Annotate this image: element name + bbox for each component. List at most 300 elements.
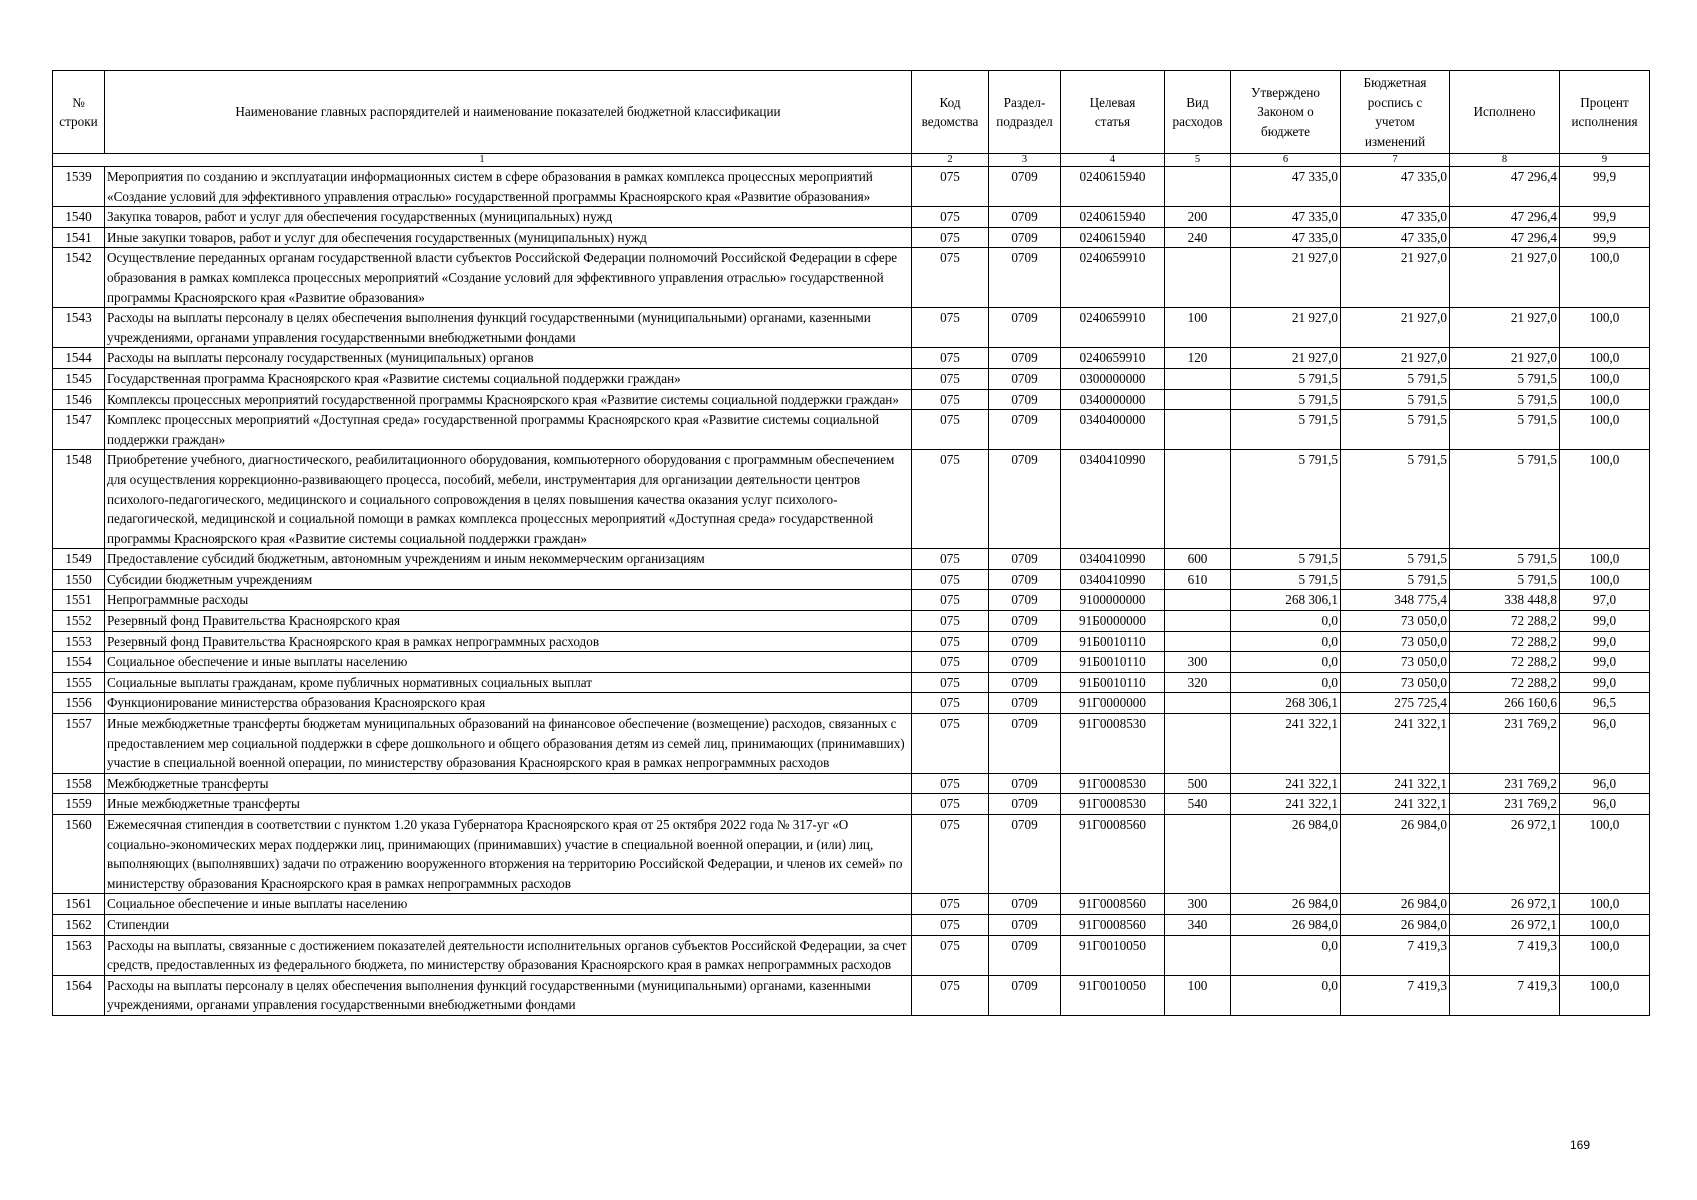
section-cell: 0709	[989, 590, 1061, 611]
dept-code-cell: 075	[912, 935, 989, 975]
execution-percent-cell: 96,0	[1560, 794, 1650, 815]
execution-percent-cell: 100,0	[1560, 975, 1650, 1015]
expense-type-cell	[1165, 631, 1231, 652]
table-row	[53, 207, 1650, 228]
expense-type-cell: 300	[1165, 652, 1231, 673]
target-article-cell: 91Г0008560	[1061, 815, 1165, 894]
section-cell: 0709	[989, 693, 1061, 714]
target-article-cell: 91Г0008560	[1061, 894, 1165, 915]
budget-execution-table	[52, 70, 1650, 1016]
header-name: Наименование главных распорядителей и наименование показателей бюджетной классификации	[105, 71, 912, 154]
executed-amount-cell: 231 769,2	[1450, 773, 1560, 794]
execution-percent-cell: 100,0	[1560, 569, 1650, 590]
target-article-cell: 91Г0010050	[1061, 935, 1165, 975]
target-article-cell: 91Г0008530	[1061, 794, 1165, 815]
approved-amount-cell: 47 335,0	[1231, 207, 1341, 228]
dept-code-cell: 075	[912, 308, 989, 348]
indicator-name-cell: Иные закупки товаров, работ и услуг для обеспечения государственных (муниципальных) нужд	[105, 227, 912, 248]
target-article-cell: 91Б0010110	[1061, 652, 1165, 673]
row-number-cell: 1547	[53, 410, 105, 450]
expense-type-cell: 240	[1165, 227, 1231, 248]
budget-list-amount-cell: 26 984,0	[1341, 914, 1450, 935]
execution-percent-cell: 100,0	[1560, 935, 1650, 975]
target-article-cell: 91Г0008530	[1061, 773, 1165, 794]
expense-type-cell	[1165, 935, 1231, 975]
dept-code-cell: 075	[912, 207, 989, 228]
header-budget-list: Бюджетная роспись с учетом изменений	[1341, 71, 1450, 154]
budget-list-amount-cell: 5 791,5	[1341, 549, 1450, 570]
row-number-cell: 1564	[53, 975, 105, 1015]
budget-list-amount-cell: 73 050,0	[1341, 631, 1450, 652]
indicator-name-cell: Расходы на выплаты персоналу государственных (муниципальных) органов	[105, 348, 912, 369]
expense-type-cell: 100	[1165, 975, 1231, 1015]
dept-code-cell: 075	[912, 569, 989, 590]
dept-code-cell: 075	[912, 652, 989, 673]
executed-amount-cell: 5 791,5	[1450, 569, 1560, 590]
header-dept-code: Код ведомства	[912, 71, 989, 154]
target-article-cell: 91Б0010110	[1061, 672, 1165, 693]
budget-list-amount-cell: 5 791,5	[1341, 368, 1450, 389]
executed-amount-cell: 26 972,1	[1450, 914, 1560, 935]
table-row	[53, 590, 1650, 611]
approved-amount-cell: 26 984,0	[1231, 815, 1341, 894]
execution-percent-cell: 100,0	[1560, 815, 1650, 894]
target-article-cell: 91Б0010110	[1061, 631, 1165, 652]
budget-list-amount-cell: 21 927,0	[1341, 348, 1450, 369]
approved-amount-cell: 0,0	[1231, 975, 1341, 1015]
approved-amount-cell: 26 984,0	[1231, 914, 1341, 935]
execution-percent-cell: 96,5	[1560, 693, 1650, 714]
expense-type-cell	[1165, 368, 1231, 389]
execution-percent-cell: 100,0	[1560, 894, 1650, 915]
row-number-cell: 1552	[53, 611, 105, 632]
indicator-name-cell: Иные межбюджетные трансферты	[105, 794, 912, 815]
section-cell: 0709	[989, 308, 1061, 348]
expense-type-cell	[1165, 389, 1231, 410]
target-article-cell: 0340410990	[1061, 450, 1165, 549]
indicator-name-cell: Социальное обеспечение и иные выплаты населению	[105, 652, 912, 673]
budget-list-amount-cell: 241 322,1	[1341, 794, 1450, 815]
table-row	[53, 935, 1650, 975]
expense-type-cell: 320	[1165, 672, 1231, 693]
row-number-cell: 1553	[53, 631, 105, 652]
expense-type-cell	[1165, 611, 1231, 632]
indicator-name-cell: Ежемесячная стипендия в соответствии с пунктом 1.20 указа Губернатора Красноярского края от 25 октября 2022 года № 317-уг «О социально-экономических мерах поддержки лиц, принимающих (принимавших) участие в специальной военной операции, и (или) лиц, выполняющих (выполнявших) задачи по отражению вооруженного вторжения на территорию Российской Федерации, и членов их семей» по министерству образования Красноярского края в рамках непрограммных расходов	[105, 815, 912, 894]
executed-amount-cell: 7 419,3	[1450, 935, 1560, 975]
dept-code-cell: 075	[912, 631, 989, 652]
approved-amount-cell: 5 791,5	[1231, 549, 1341, 570]
table-row	[53, 794, 1650, 815]
section-cell: 0709	[989, 248, 1061, 308]
budget-list-amount-cell: 26 984,0	[1341, 894, 1450, 915]
indicator-name-cell: Социальное обеспечение и иные выплаты населению	[105, 894, 912, 915]
indicator-name-cell: Расходы на выплаты персоналу в целях обеспечения выполнения функций государственными (муниципальными) органами, казенными учреждениями, органами управления государственными внебюджетными фондами	[105, 308, 912, 348]
row-number-cell: 1559	[53, 794, 105, 815]
indicator-name-cell: Социальные выплаты гражданам, кроме публичных нормативных социальных выплат	[105, 672, 912, 693]
section-cell: 0709	[989, 227, 1061, 248]
section-cell: 0709	[989, 631, 1061, 652]
row-number-cell: 1549	[53, 549, 105, 570]
expense-type-cell: 200	[1165, 207, 1231, 228]
budget-list-amount-cell: 5 791,5	[1341, 389, 1450, 410]
executed-amount-cell: 47 296,4	[1450, 167, 1560, 207]
table-row	[53, 815, 1650, 894]
approved-amount-cell: 5 791,5	[1231, 368, 1341, 389]
budget-list-amount-cell: 21 927,0	[1341, 248, 1450, 308]
target-article-cell: 0240615940	[1061, 167, 1165, 207]
dept-code-cell: 075	[912, 450, 989, 549]
dept-code-cell: 075	[912, 248, 989, 308]
executed-amount-cell: 5 791,5	[1450, 368, 1560, 389]
row-number-cell: 1545	[53, 368, 105, 389]
expense-type-cell	[1165, 815, 1231, 894]
table-row	[53, 227, 1650, 248]
dept-code-cell: 075	[912, 914, 989, 935]
expense-type-cell	[1165, 248, 1231, 308]
expense-type-cell	[1165, 450, 1231, 549]
expense-type-cell: 300	[1165, 894, 1231, 915]
executed-amount-cell: 21 927,0	[1450, 248, 1560, 308]
target-article-cell: 0340410990	[1061, 569, 1165, 590]
header-target-article: Целевая статья	[1061, 71, 1165, 154]
executed-amount-cell: 5 791,5	[1450, 450, 1560, 549]
dept-code-cell: 075	[912, 693, 989, 714]
section-cell: 0709	[989, 368, 1061, 389]
budget-list-amount-cell: 47 335,0	[1341, 207, 1450, 228]
row-number-cell: 1555	[53, 672, 105, 693]
table-row	[53, 693, 1650, 714]
row-number-cell: 1542	[53, 248, 105, 308]
target-article-cell: 0240659910	[1061, 308, 1165, 348]
execution-percent-cell: 100,0	[1560, 248, 1650, 308]
expense-type-cell: 610	[1165, 569, 1231, 590]
column-number: 2	[912, 154, 989, 167]
row-number-cell: 1562	[53, 914, 105, 935]
table-row	[53, 389, 1650, 410]
target-article-cell: 9100000000	[1061, 590, 1165, 611]
dept-code-cell: 075	[912, 389, 989, 410]
approved-amount-cell: 0,0	[1231, 652, 1341, 673]
executed-amount-cell: 266 160,6	[1450, 693, 1560, 714]
executed-amount-cell: 5 791,5	[1450, 549, 1560, 570]
row-number-cell: 1557	[53, 714, 105, 774]
row-number-cell: 1539	[53, 167, 105, 207]
executed-amount-cell: 47 296,4	[1450, 207, 1560, 228]
indicator-name-cell: Резервный фонд Правительства Красноярского края в рамках непрограммных расходов	[105, 631, 912, 652]
column-number: 7	[1341, 154, 1450, 167]
executed-amount-cell: 5 791,5	[1450, 410, 1560, 450]
execution-percent-cell: 100,0	[1560, 549, 1650, 570]
expense-type-cell	[1165, 167, 1231, 207]
approved-amount-cell: 268 306,1	[1231, 590, 1341, 611]
executed-amount-cell: 21 927,0	[1450, 308, 1560, 348]
executed-amount-cell: 26 972,1	[1450, 894, 1560, 915]
dept-code-cell: 075	[912, 794, 989, 815]
approved-amount-cell: 0,0	[1231, 935, 1341, 975]
dept-code-cell: 075	[912, 611, 989, 632]
section-cell: 0709	[989, 935, 1061, 975]
table-body	[53, 167, 1650, 1016]
row-number-cell: 1548	[53, 450, 105, 549]
execution-percent-cell: 99,0	[1560, 611, 1650, 632]
column-number: 5	[1165, 154, 1231, 167]
header-section: Раздел- подраздел	[989, 71, 1061, 154]
indicator-name-cell: Функционирование министерства образования Красноярского края	[105, 693, 912, 714]
target-article-cell: 0240615940	[1061, 227, 1165, 248]
table-row	[53, 167, 1650, 207]
header-row-number: № строки	[53, 71, 105, 154]
budget-list-amount-cell: 241 322,1	[1341, 714, 1450, 774]
target-article-cell: 91Б0000000	[1061, 611, 1165, 632]
approved-amount-cell: 21 927,0	[1231, 308, 1341, 348]
table-row	[53, 652, 1650, 673]
expense-type-cell: 500	[1165, 773, 1231, 794]
target-article-cell: 0340000000	[1061, 389, 1165, 410]
row-number-cell: 1563	[53, 935, 105, 975]
target-article-cell: 0240659910	[1061, 348, 1165, 369]
indicator-name-cell: Мероприятия по созданию и эксплуатации информационных систем в сфере образования в рамках комплекса процессных мероприятий «Создание условий для эффективного управления отраслью» государственной программы Красноярского края «Развитие образования»	[105, 167, 912, 207]
approved-amount-cell: 0,0	[1231, 611, 1341, 632]
target-article-cell: 91Г0008530	[1061, 714, 1165, 774]
execution-percent-cell: 99,9	[1560, 167, 1650, 207]
section-cell: 0709	[989, 549, 1061, 570]
section-cell: 0709	[989, 894, 1061, 915]
approved-amount-cell: 241 322,1	[1231, 773, 1341, 794]
executed-amount-cell: 72 288,2	[1450, 631, 1560, 652]
table-row	[53, 348, 1650, 369]
section-cell: 0709	[989, 815, 1061, 894]
execution-percent-cell: 97,0	[1560, 590, 1650, 611]
indicator-name-cell: Расходы на выплаты персоналу в целях обеспечения выполнения функций государственными (муниципальными) органами, казенными учреждениями, органами управления государственными внебюджетными фондами	[105, 975, 912, 1015]
row-number-cell: 1561	[53, 894, 105, 915]
dept-code-cell: 075	[912, 714, 989, 774]
section-cell: 0709	[989, 794, 1061, 815]
column-number: 6	[1231, 154, 1341, 167]
target-article-cell: 91Г0000000	[1061, 693, 1165, 714]
executed-amount-cell: 72 288,2	[1450, 652, 1560, 673]
row-number-cell: 1558	[53, 773, 105, 794]
table-row	[53, 773, 1650, 794]
executed-amount-cell: 72 288,2	[1450, 611, 1560, 632]
indicator-name-cell: Непрограммные расходы	[105, 590, 912, 611]
dept-code-cell: 075	[912, 348, 989, 369]
budget-list-amount-cell: 73 050,0	[1341, 611, 1450, 632]
executed-amount-cell: 7 419,3	[1450, 975, 1560, 1015]
header-executed: Исполнено	[1450, 71, 1560, 154]
executed-amount-cell: 231 769,2	[1450, 794, 1560, 815]
expense-type-cell: 540	[1165, 794, 1231, 815]
budget-list-amount-cell: 5 791,5	[1341, 450, 1450, 549]
row-number-cell: 1550	[53, 569, 105, 590]
approved-amount-cell: 47 335,0	[1231, 167, 1341, 207]
executed-amount-cell: 21 927,0	[1450, 348, 1560, 369]
indicator-name-cell: Комплексы процессных мероприятий государственной программы Красноярского края «Развитие системы социальной поддержки граждан»	[105, 389, 912, 410]
table-row	[53, 410, 1650, 450]
expense-type-cell: 600	[1165, 549, 1231, 570]
execution-percent-cell: 100,0	[1560, 348, 1650, 369]
section-cell: 0709	[989, 348, 1061, 369]
budget-list-amount-cell: 73 050,0	[1341, 652, 1450, 673]
budget-list-amount-cell: 348 775,4	[1341, 590, 1450, 611]
budget-list-amount-cell: 47 335,0	[1341, 227, 1450, 248]
expense-type-cell	[1165, 693, 1231, 714]
table-row	[53, 308, 1650, 348]
execution-percent-cell: 100,0	[1560, 389, 1650, 410]
approved-amount-cell: 21 927,0	[1231, 348, 1341, 369]
budget-list-amount-cell: 5 791,5	[1341, 569, 1450, 590]
budget-list-amount-cell: 7 419,3	[1341, 975, 1450, 1015]
header-approved: Утверждено Законом о бюджете	[1231, 71, 1341, 154]
executed-amount-cell: 72 288,2	[1450, 672, 1560, 693]
row-number-cell: 1554	[53, 652, 105, 673]
budget-list-amount-cell: 47 335,0	[1341, 167, 1450, 207]
indicator-name-cell: Комплекс процессных мероприятий «Доступная среда» государственной программы Красноярского края «Развитие системы социальной поддержки граждан»	[105, 410, 912, 450]
approved-amount-cell: 268 306,1	[1231, 693, 1341, 714]
row-number-cell: 1546	[53, 389, 105, 410]
execution-percent-cell: 99,9	[1560, 227, 1650, 248]
column-number: 3	[989, 154, 1061, 167]
budget-list-amount-cell: 241 322,1	[1341, 773, 1450, 794]
target-article-cell: 0300000000	[1061, 368, 1165, 389]
table-row	[53, 248, 1650, 308]
table-row	[53, 975, 1650, 1015]
row-number-cell: 1560	[53, 815, 105, 894]
approved-amount-cell: 0,0	[1231, 631, 1341, 652]
table-row	[53, 894, 1650, 915]
approved-amount-cell: 5 791,5	[1231, 569, 1341, 590]
section-cell: 0709	[989, 914, 1061, 935]
table-header	[53, 71, 1650, 167]
row-number-cell: 1543	[53, 308, 105, 348]
page-number: 169	[1570, 1138, 1591, 1152]
approved-amount-cell: 21 927,0	[1231, 248, 1341, 308]
section-cell: 0709	[989, 714, 1061, 774]
target-article-cell: 91Г0010050	[1061, 975, 1165, 1015]
row-number-cell: 1541	[53, 227, 105, 248]
indicator-name-cell: Расходы на выплаты, связанные с достижением показателей деятельности исполнительных органов субъектов Российской Федерации, за счет средств, предоставленных из федерального бюджета, по министерству образования Красноярского края в рамках непрограммных расходов	[105, 935, 912, 975]
executed-amount-cell: 338 448,8	[1450, 590, 1560, 611]
column-number: 9	[1560, 154, 1650, 167]
execution-percent-cell: 100,0	[1560, 308, 1650, 348]
approved-amount-cell: 5 791,5	[1231, 389, 1341, 410]
table-row	[53, 631, 1650, 652]
section-cell: 0709	[989, 167, 1061, 207]
budget-list-amount-cell: 275 725,4	[1341, 693, 1450, 714]
dept-code-cell: 075	[912, 549, 989, 570]
dept-code-cell: 075	[912, 590, 989, 611]
execution-percent-cell: 100,0	[1560, 368, 1650, 389]
expense-type-cell: 340	[1165, 914, 1231, 935]
indicator-name-cell: Межбюджетные трансферты	[105, 773, 912, 794]
section-cell: 0709	[989, 569, 1061, 590]
indicator-name-cell: Стипендии	[105, 914, 912, 935]
expense-type-cell	[1165, 410, 1231, 450]
approved-amount-cell: 5 791,5	[1231, 410, 1341, 450]
row-number-cell: 1556	[53, 693, 105, 714]
execution-percent-cell: 99,0	[1560, 652, 1650, 673]
indicator-name-cell: Осуществление переданных органам государственной власти субъектов Российской Федерации полномочий Российской Федерации в сфере образования в рамках комплекса процессных мероприятий «Создание условий для эффективного управления отраслью» государственной программы Красноярского края «Развитие образования»	[105, 248, 912, 308]
approved-amount-cell: 26 984,0	[1231, 894, 1341, 915]
approved-amount-cell: 241 322,1	[1231, 714, 1341, 774]
section-cell: 0709	[989, 773, 1061, 794]
expense-type-cell	[1165, 590, 1231, 611]
indicator-name-cell: Предоставление субсидий бюджетным, автономным учреждениям и иным некоммерческим организациям	[105, 549, 912, 570]
indicator-name-cell: Субсидии бюджетным учреждениям	[105, 569, 912, 590]
header-expense-type: Вид расходов	[1165, 71, 1231, 154]
table-row	[53, 549, 1650, 570]
expense-type-cell	[1165, 714, 1231, 774]
table-row	[53, 914, 1650, 935]
indicator-name-cell: Иные межбюджетные трансферты бюджетам муниципальных образований на финансовое обеспечение (возмещение) расходов, связанных с предоставлением мер социальной поддержки в сфере дошкольного и общего образования детям из семей лиц, принимающих (принимавших) участие в специальной военной операции, по министерству образования Красноярского края в рамках непрограммных расходов	[105, 714, 912, 774]
table-row	[53, 569, 1650, 590]
execution-percent-cell: 99,0	[1560, 672, 1650, 693]
target-article-cell: 0240615940	[1061, 207, 1165, 228]
dept-code-cell: 075	[912, 672, 989, 693]
target-article-cell: 0340410990	[1061, 549, 1165, 570]
row-number-cell: 1540	[53, 207, 105, 228]
column-number: 1	[53, 154, 912, 167]
table-row	[53, 672, 1650, 693]
table-row	[53, 714, 1650, 774]
budget-list-amount-cell: 7 419,3	[1341, 935, 1450, 975]
dept-code-cell: 075	[912, 167, 989, 207]
section-cell: 0709	[989, 611, 1061, 632]
dept-code-cell: 075	[912, 773, 989, 794]
dept-code-cell: 075	[912, 815, 989, 894]
target-article-cell: 91Г0008560	[1061, 914, 1165, 935]
execution-percent-cell: 99,9	[1560, 207, 1650, 228]
executed-amount-cell: 5 791,5	[1450, 389, 1560, 410]
indicator-name-cell: Закупка товаров, работ и услуг для обеспечения государственных (муниципальных) нужд	[105, 207, 912, 228]
budget-list-amount-cell: 73 050,0	[1341, 672, 1450, 693]
section-cell: 0709	[989, 389, 1061, 410]
approved-amount-cell: 0,0	[1231, 672, 1341, 693]
dept-code-cell: 075	[912, 227, 989, 248]
section-cell: 0709	[989, 410, 1061, 450]
table-row	[53, 368, 1650, 389]
dept-code-cell: 075	[912, 410, 989, 450]
expense-type-cell: 120	[1165, 348, 1231, 369]
approved-amount-cell: 241 322,1	[1231, 794, 1341, 815]
indicator-name-cell: Резервный фонд Правительства Красноярского края	[105, 611, 912, 632]
execution-percent-cell: 99,0	[1560, 631, 1650, 652]
expense-type-cell: 100	[1165, 308, 1231, 348]
section-cell: 0709	[989, 672, 1061, 693]
indicator-name-cell: Государственная программа Красноярского края «Развитие системы социальной поддержки граждан»	[105, 368, 912, 389]
budget-list-amount-cell: 21 927,0	[1341, 308, 1450, 348]
column-number: 8	[1450, 154, 1560, 167]
indicator-name-cell: Приобретение учебного, диагностического, реабилитационного оборудования, компьютерного оборудования с программным обеспечением для осуществления коррекционно-развивающего процесса, пособий, мебели, инструментария для организации деятельности центров психолого-педагогического, медицинского и социального сопровождения в целях повышения качества оказания услуг психолого-педагогической, медицинской и социальной помощи в рамках комплекса процессных мероприятий «Доступная среда» государственной программы Красноярского края «Развитие системы социальной поддержки граждан»	[105, 450, 912, 549]
execution-percent-cell: 96,0	[1560, 714, 1650, 774]
target-article-cell: 0240659910	[1061, 248, 1165, 308]
approved-amount-cell: 47 335,0	[1231, 227, 1341, 248]
section-cell: 0709	[989, 975, 1061, 1015]
execution-percent-cell: 100,0	[1560, 450, 1650, 549]
budget-list-amount-cell: 5 791,5	[1341, 410, 1450, 450]
table-row	[53, 611, 1650, 632]
execution-percent-cell: 100,0	[1560, 410, 1650, 450]
column-number: 4	[1061, 154, 1165, 167]
section-cell: 0709	[989, 207, 1061, 228]
executed-amount-cell: 26 972,1	[1450, 815, 1560, 894]
execution-percent-cell: 96,0	[1560, 773, 1650, 794]
header-percent: Процент исполнения	[1560, 71, 1650, 154]
section-cell: 0709	[989, 652, 1061, 673]
row-number-cell: 1551	[53, 590, 105, 611]
dept-code-cell: 075	[912, 894, 989, 915]
executed-amount-cell: 231 769,2	[1450, 714, 1560, 774]
target-article-cell: 0340400000	[1061, 410, 1165, 450]
